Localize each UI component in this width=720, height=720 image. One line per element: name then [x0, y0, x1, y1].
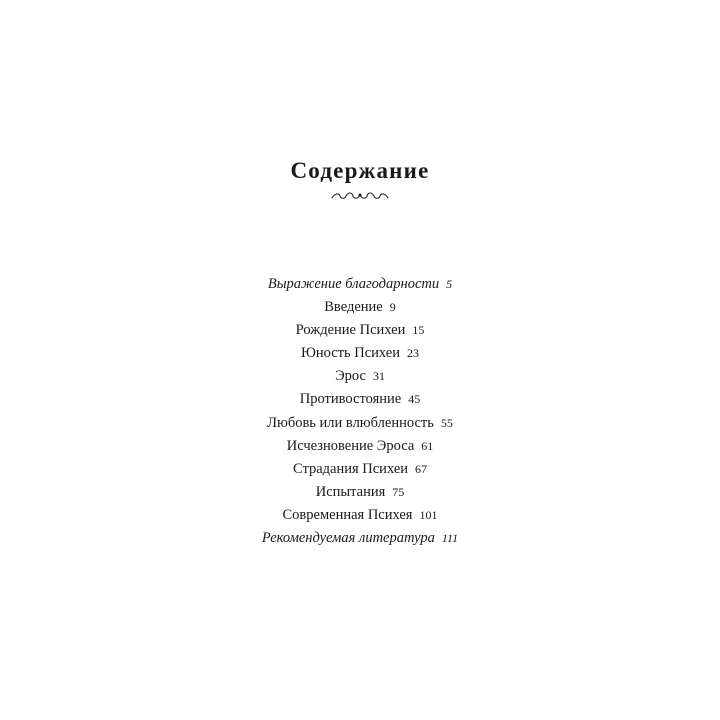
- toc-list: [0, 273, 720, 550]
- toc-entry-page-number: 67: [415, 461, 428, 476]
- toc-entry-title: Исчезновение Эроса: [286, 437, 415, 454]
- toc-entry-title: Введение: [324, 299, 383, 316]
- toc-entry-title: Юность Психеи: [300, 345, 401, 362]
- toc-entry-page-number: 101: [419, 507, 438, 522]
- toc-entry-page-number: 31: [372, 369, 385, 384]
- toc-entry: [0, 527, 720, 550]
- toc-entry-page-number: 111: [441, 531, 459, 546]
- toc-entry-title: Рождение Психеи: [295, 322, 406, 339]
- toc-entry-page-number: 9: [389, 300, 396, 315]
- toc-entry-title: Любовь или влюбленность: [267, 414, 434, 431]
- toc-entry-page-number: 23: [407, 346, 420, 361]
- scroll-flourish-icon: [330, 190, 390, 202]
- toc-entry: [0, 504, 720, 527]
- toc-entry: [0, 435, 720, 458]
- toc-entry-title: Испытания: [315, 483, 386, 500]
- toc-entry: [0, 319, 720, 342]
- toc-entry-title: Современная Психея: [282, 506, 413, 523]
- toc-entry-page-number: 75: [392, 484, 405, 499]
- toc-entry: [0, 365, 720, 388]
- toc-entry-title: Рекомендуемая литература: [261, 530, 435, 547]
- toc-entry-page-number: 55: [440, 415, 453, 430]
- toc-entry-title: Противостояние: [299, 391, 402, 408]
- toc-entry-title: Страдания Психеи: [292, 460, 409, 477]
- toc-entry-title: Выражение благодарности: [267, 276, 440, 292]
- toc-entry-page-number: 5: [446, 277, 453, 291]
- toc-entry-page-number: 45: [408, 392, 421, 407]
- toc-entry-title: Эрос: [335, 368, 366, 385]
- toc-entry: [0, 412, 720, 435]
- toc-entry-page-number: 61: [421, 438, 434, 453]
- toc-entry: [0, 481, 720, 504]
- toc-entry-page-number: 15: [412, 323, 425, 338]
- toc-entry: [0, 273, 720, 296]
- toc-entry: [0, 342, 720, 365]
- toc-entry: [0, 296, 720, 319]
- toc-entry: [0, 458, 720, 481]
- page-title: Содержание: [290, 158, 430, 183]
- toc-entry: [0, 388, 720, 411]
